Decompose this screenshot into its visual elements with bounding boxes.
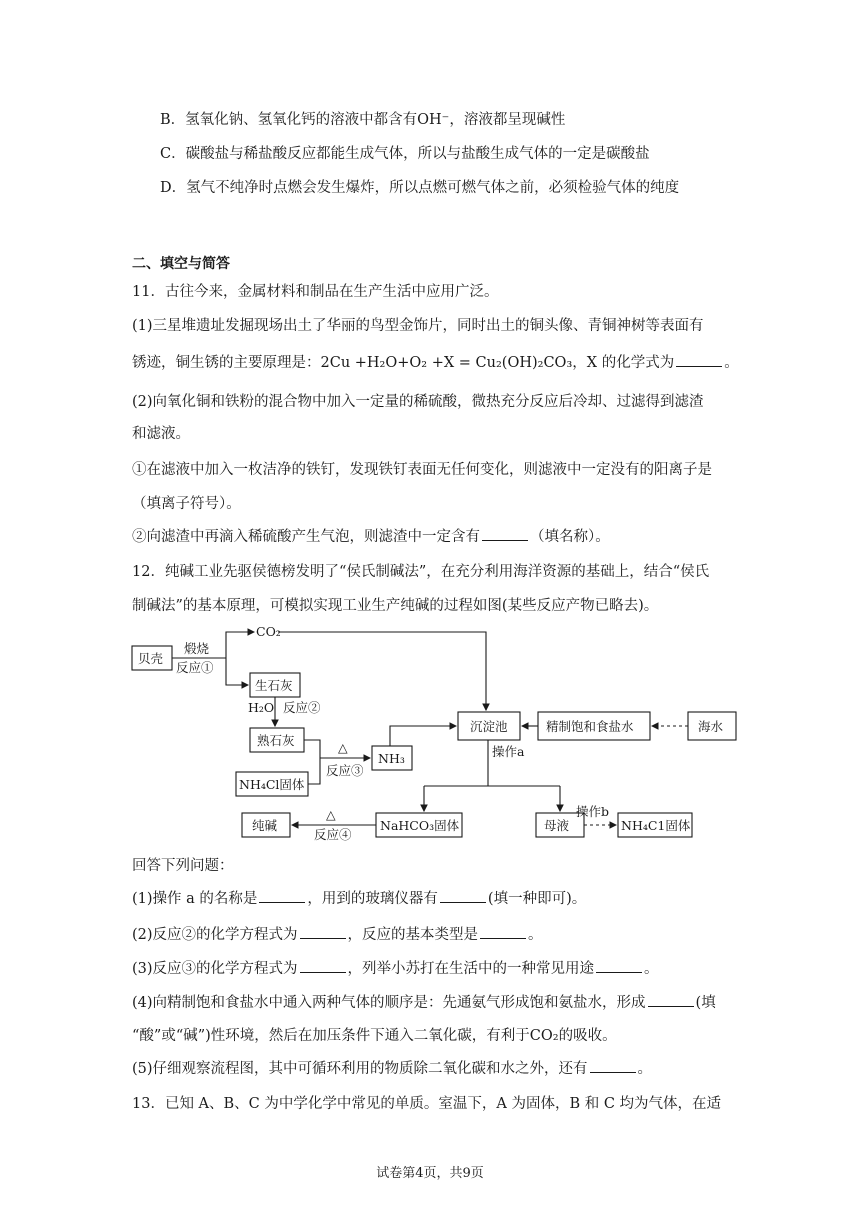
q11-p1-line2 xyxy=(132,352,739,373)
q11-p2b-text-b: （填名称）。 xyxy=(530,529,610,545)
q11-p1-text-a: 锈迹，铜生锈的主要原理是： xyxy=(132,355,321,371)
answer-blank xyxy=(596,958,642,973)
q12-a3-text-b: ，列举小苏打在生活中的一种常见用途 xyxy=(347,961,595,977)
q11-p1-text-b: ，X 的化学式为 xyxy=(572,355,675,371)
q11-p2-line1: (2)向氧化铜和铁粉的混合物中加入一定量的稀硫酸，微热充分反应后冷却、过滤得到滤渣 xyxy=(132,394,704,410)
label-op-a: 操作a xyxy=(492,744,525,759)
answer-blank xyxy=(590,1058,636,1073)
arrow-to-quicklime xyxy=(226,658,248,685)
label-r1: 反应① xyxy=(176,660,214,675)
q12-a4-line2: “酸”或“碱”)性环境，然后在加压条件下通入二氧化碳，有利于CO₂的吸收。 xyxy=(132,1028,617,1044)
label-nahco3: NaHCO₃固体 xyxy=(380,818,460,833)
label-shell: 贝壳 xyxy=(138,651,164,666)
label-seawater: 海水 xyxy=(698,719,724,734)
answer-blank xyxy=(676,352,722,367)
q12-a2-text-c: 。 xyxy=(528,927,543,943)
page-footer: 试卷第4页，共9页 xyxy=(376,1166,484,1181)
process-flow-diagram xyxy=(128,624,740,844)
q12-a3 xyxy=(132,958,659,979)
answer-blank xyxy=(259,888,305,903)
answer-blank xyxy=(648,992,694,1007)
label-heat-4: △ xyxy=(326,807,336,822)
arrow-co2-to-tank xyxy=(278,632,486,710)
label-r3: 反应③ xyxy=(326,763,364,778)
q11-p1-line1: (1)三星堆遗址发掘现场出土了华丽的鸟型金饰片，同时出土的铜头像、青铜神树等表面有 xyxy=(132,318,704,334)
answer-blank xyxy=(480,924,526,939)
label-op-b: 操作b xyxy=(576,804,610,819)
q12-a4-line1 xyxy=(132,992,716,1013)
answer-blank xyxy=(482,526,528,541)
label-soda: 纯碱 xyxy=(252,818,278,833)
q12-a5-text-b: 。 xyxy=(637,1061,653,1077)
option-d: D．氢气不纯净时点燃会发生爆炸，所以点燃可燃气体之前，必须检验气体的纯度 xyxy=(160,180,680,196)
option-b: B．氢氧化钠、氢氧化钙的溶液中都含有OH⁻，溶液都呈现碱性 xyxy=(160,112,566,128)
q11-p2b xyxy=(132,526,610,547)
q12-a2 xyxy=(132,924,543,945)
q11-p2a-line2: （填离子符号）。 xyxy=(132,496,241,512)
label-nh3: NH₃ xyxy=(378,751,405,766)
label-brine: 精制饱和食盐水 xyxy=(546,719,634,734)
q12-a2-text-b: ，反应的基本类型是 xyxy=(347,927,479,943)
q12-a5-text-a: (5)仔细观察流程图，其中可循环利用的物质除二氧化碳和水之外，还有 xyxy=(132,1061,588,1077)
label-nh4cl-solid: NH₄Cl固体 xyxy=(239,777,305,792)
label-quicklime: 生石灰 xyxy=(255,678,293,693)
q11-p2b-text-a: ②向滤渣中再滴入稀硫酸产生气泡，则滤渣中一定含有 xyxy=(132,529,480,545)
label-calcine: 煅烧 xyxy=(184,641,210,656)
q11-p1-equation: 2Cu +H₂O+O₂ +X = Cu₂(OH)₂CO₃ xyxy=(320,355,573,371)
label-co2: CO₂ xyxy=(256,624,281,639)
arrow-to-co2 xyxy=(226,632,254,658)
q11-stem: 11．古往今来，金属材料和制品在生产生活中应用广泛。 xyxy=(132,284,499,300)
q12-a3-text-a: (3)反应③的化学方程式为 xyxy=(132,961,298,977)
label-mother-liquor: 母液 xyxy=(544,818,570,833)
q12-a1-text-b: ，用到的玻璃仪器有 xyxy=(307,891,438,907)
label-nh4cl-solid-2: NH₄C1固体 xyxy=(621,818,691,833)
answer-blank xyxy=(440,888,486,903)
answer-blank xyxy=(300,958,346,973)
q12-a1-text-a: (1)操作 a 的名称是 xyxy=(132,891,258,907)
label-h2o: H₂O xyxy=(248,700,275,715)
line-merge xyxy=(304,740,320,784)
q11-p2-line2: 和滤液。 xyxy=(132,426,190,442)
q12-stem-line1: 12．纯碱工业先驱侯德榜发明了“侯氏制碱法”，在充分利用海洋资源的基础上，结合“侯氏 xyxy=(132,564,710,580)
section-title: 二、填空与简答 xyxy=(132,256,230,272)
q12-a3-text-c: 。 xyxy=(644,961,659,977)
label-r4: 反应④ xyxy=(314,827,352,842)
q12-a5 xyxy=(132,1058,652,1079)
q12-a1 xyxy=(132,888,586,909)
q12-a1-text-c: (填一种即可)。 xyxy=(487,891,587,907)
label-r2: 反应② xyxy=(283,700,321,715)
label-heat-3: △ xyxy=(338,740,348,755)
q12-a4-text-a: (4)向精制饱和食盐水中通入两种气体的顺序是：先通氨气形成饱和氨盐水，形成 xyxy=(132,995,646,1011)
q12-answer-intro: 回答下列问题： xyxy=(132,858,234,874)
q11-p2a-line1: ①在滤液中加入一枚洁净的铁钉，发现铁钉表面无任何变化，则滤液中一定没有的阳离子是 xyxy=(132,462,712,478)
option-c: C．碳酸盐与稀盐酸反应都能生成气体，所以与盐酸生成气体的一定是碳酸盐 xyxy=(160,146,650,162)
q12-a2-text-a: (2)反应②的化学方程式为 xyxy=(132,927,298,943)
label-slaked-lime: 熟石灰 xyxy=(257,733,295,748)
arrow-nh3-to-tank xyxy=(390,726,456,746)
q11-p1-end: 。 xyxy=(724,355,739,371)
q12-a4-text-b: (填 xyxy=(695,995,716,1011)
q12-stem-line2: 制碱法”的基本原理，可模拟实现工业生产纯碱的过程如图(某些反应产物已略去)。 xyxy=(132,598,659,614)
label-tank: 沉淀池 xyxy=(470,719,508,734)
answer-blank xyxy=(300,924,346,939)
q13-stem: 13．已知 A、B、C 为中学化学中常见的单质。室温下，A 为固体，B 和 C 均为气体，在适 xyxy=(132,1096,722,1112)
